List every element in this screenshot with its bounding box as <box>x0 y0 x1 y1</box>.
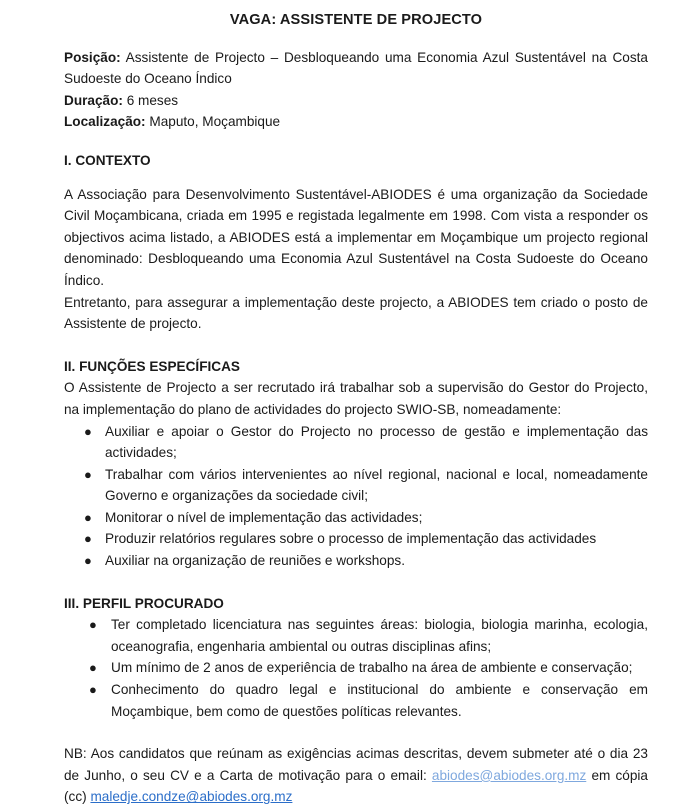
bullet-icon: ● <box>84 531 92 547</box>
bullet-icon: ● <box>89 617 97 633</box>
list-item <box>64 421 648 464</box>
posicao-value: Assistente de Projecto – Desbloqueando uma Economia Azul Sustentável na Costa Sudoeste do Oceano Índico <box>64 49 648 87</box>
contexto-paragraph-1: A Associação para Desenvolvimento Sustentável-ABIODES é uma organização da Sociedade Civil Moçambicana, criada em 1995 e registada legalmente em 1998. Com vista a responder os objectivos acima listado, a ABIODES está a implementar em Moçambique um projecto regional denominado: Desbloqueando uma Economia Azul Sustentável na Costa Sudoeste do Oceano Índico. <box>64 186 648 288</box>
funcoes-intro: O Assistente de Projecto a ser recrutado irá trabalhar sob a supervisão do Gestor do Projecto, na implementação do plano de actividades do projecto SWIO-SB, nomeadamente: <box>64 380 648 417</box>
bullet-icon: ● <box>89 682 97 698</box>
list-item <box>64 464 648 507</box>
posicao-line <box>64 47 648 90</box>
nb-text-before: NB: Aos candidatos que reúnam as exigências acimas descritas, devem submeter até o dia 23 de Junho, o seu CV e a Carta de motivação para o email: <box>64 746 648 783</box>
list-item <box>64 528 648 550</box>
email-link-abiodes[interactable]: abiodes@abiodes.org.mz <box>431 767 587 783</box>
list-item-text: Um mínimo de 2 anos de experiência de trabalho na área de ambiente e conservação; <box>111 660 633 676</box>
perfil-list <box>64 614 648 722</box>
bullet-icon: ● <box>84 466 92 482</box>
list-item-text: Produzir relatórios regulares sobre o processo de implementação das actividades <box>105 531 597 547</box>
list-item <box>64 614 648 657</box>
duracao-value: 6 meses <box>122 92 179 108</box>
list-item-text: Ter completado licenciatura nas seguintes áreas: biologia, biologia marinha, ecologia, oceanografia, engenharia ambiental ou outras disciplinas afins; <box>111 617 648 654</box>
list-item-text: Conhecimento do quadro legal e institucional do ambiente e conservação em Moçambique, bem como de questões políticas relevantes. <box>111 682 648 719</box>
posicao-label: Posição: <box>64 49 121 65</box>
bullet-icon: ● <box>84 423 92 439</box>
duracao-label: Duração: <box>64 92 123 108</box>
localizacao-value: Maputo, Moçambique <box>145 114 281 130</box>
list-item-text: Auxiliar na organização de reuniões e workshops. <box>105 553 405 569</box>
bullet-icon: ● <box>84 553 92 569</box>
nb-text-middle: em cópia (cc) <box>64 767 648 805</box>
page-title: VAGA: ASSISTENTE DE PROJECTO <box>229 12 483 28</box>
localizacao-label: Localização: <box>64 114 146 130</box>
bullet-icon: ● <box>84 509 92 525</box>
list-item-text: Auxiliar e apoiar o Gestor do Projecto no processo de gestão e implementação das actividades; <box>105 423 648 461</box>
list-item <box>64 550 648 572</box>
perfil-heading: III. PERFIL PROCURADO <box>64 595 224 611</box>
list-item-text: Trabalhar com vários intervenientes ao nível regional, nacional e local, nomeadamente Governo e organizações da sociedade civil; <box>105 466 648 504</box>
localizacao-line <box>64 111 648 133</box>
bullet-icon: ● <box>89 660 97 676</box>
funcoes-list <box>64 421 648 572</box>
nb-paragraph <box>64 743 648 808</box>
contexto-heading: I. CONTEXTO <box>64 152 151 168</box>
list-item <box>64 679 648 722</box>
list-item-text: Monitorar o nível de implementação das actividades; <box>105 509 423 525</box>
list-item <box>64 657 648 679</box>
contexto-paragraph-2: Entretanto, para assegurar a implementação deste projecto, a ABIODES tem criado o posto de Assistente de projecto. <box>64 294 648 332</box>
duracao-line <box>64 90 648 112</box>
funcoes-heading: II. FUNÇÕES ESPECÍFICAS <box>64 358 240 374</box>
list-item <box>64 507 648 529</box>
email-link-maledje[interactable]: maledje.condze@abiodes.org.mz <box>90 789 293 805</box>
